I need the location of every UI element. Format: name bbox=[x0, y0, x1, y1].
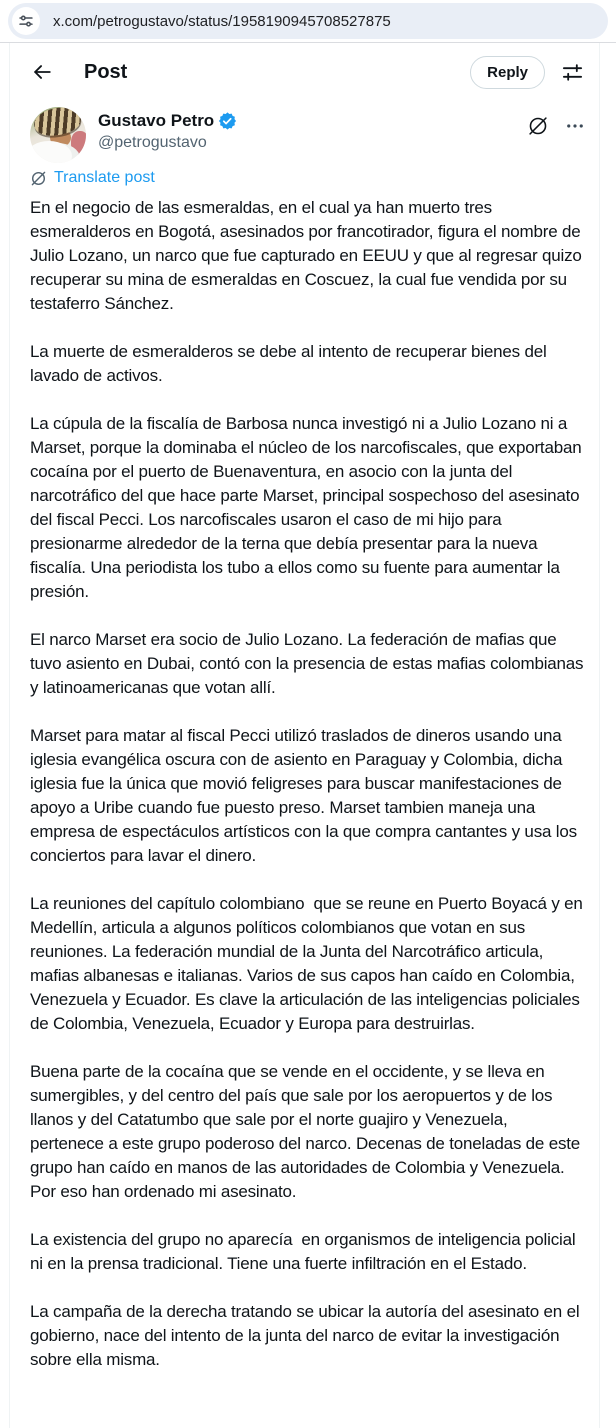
translate-grok-icon bbox=[30, 170, 47, 187]
author-name[interactable]: Gustavo Petro bbox=[98, 111, 215, 130]
back-arrow-icon bbox=[31, 61, 53, 83]
post-paragraph: La existencia del grupo no aparecía en organismos de inteligencia policial ni en la prensa tradicional. Tiene una fuerte infiltración en el Estado. bbox=[30, 1230, 580, 1273]
site-settings-icon bbox=[17, 12, 35, 30]
post-paragraph: Buena parte de la cocaína que se vende en el occidente, y se lleva en sumergibles, y del centro del país que sale por los aeropuertos y de los llanos y del Catatumbo que sale por el norte guajiro y Venezuela, pertenece a este grupo poderoso del narco. Decenas de toneladas de este grupo han caído en manos de las autoridades de Colombia y Venezuela. Por eso han ordenado mi asesinato. bbox=[30, 1062, 585, 1201]
browser-chrome bbox=[0, 0, 616, 43]
post-paragraph: Marset para matar al fiscal Pecci utilizó traslados de dineros usando una iglesia evangélica oscura con de asiento en Paraguay y Colombia, dicha iglesia fue la única que movió feligreses para buscar manifestaciones de apoyo a Uribe cuando fue puesto preso. Marset tambien maneja una empresa de espectáculos artísticos con la que compra cantantes y usa los conciertos para lavar el dinero. bbox=[30, 726, 582, 865]
page-title: Post bbox=[84, 60, 128, 83]
post-paragraph: La cúpula de la fiscalía de Barbosa nunca investigó ni a Julio Lozano ni a Marset, porque la dominaba el núcleo de los narcofiscales, que exportaban cocaína por el puerto de Buenaventura, en asocio con la junta del narcotráfico del que hace parte Marset, principal sospechoso del asesinato del fiscal Pecci. Los narcofiscales usaron el caso de mi hijo para presionarme alrededor de la terna que debía presentar para la nueva fiscalía. Una periodista los tubo a ellos como su fuente para aumentar la presión. bbox=[30, 414, 587, 601]
site-settings-button[interactable] bbox=[12, 7, 40, 35]
post-actions bbox=[527, 107, 585, 137]
author-handle[interactable]: @petrogustavo bbox=[98, 134, 207, 151]
author-name-row[interactable] bbox=[98, 111, 237, 131]
author-block bbox=[98, 107, 237, 152]
sliders-icon bbox=[561, 61, 584, 84]
post-paragraph: La campaña de la derecha tratando se ubicar la autoría del asesinato en el gobierno, nace del intento de la junta del narco de evitar la investigación sobre ella misma. bbox=[30, 1302, 584, 1369]
post-page-column bbox=[9, 43, 600, 1428]
post-paragraph: En el negocio de las esmeraldas, en el cual ya han muerto tres esmeralderos en Bogotá, asesinados por francotirador, figura el nombre de Julio Lozano, un narco que fue capturado en EEUU y que al regresar quizo recuperar su mina de esmeraldas en Coscuez, la cual fue vendida por su testaferro Sánchez. bbox=[30, 198, 587, 313]
post-paragraph: La muerte de esmeralderos se debe al intento de recuperar bienes del lavado de activos. bbox=[30, 342, 552, 385]
post-page-header bbox=[10, 43, 599, 101]
avatar[interactable] bbox=[30, 107, 86, 163]
ellipsis-icon bbox=[565, 116, 585, 136]
post-author-row bbox=[10, 101, 599, 163]
translate-post-label[interactable]: Translate post bbox=[54, 169, 155, 186]
post-text bbox=[10, 187, 599, 1372]
timeline-settings-button[interactable] bbox=[559, 59, 585, 85]
more-button[interactable] bbox=[565, 116, 585, 136]
grok-button[interactable] bbox=[527, 115, 549, 137]
translate-post-link[interactable] bbox=[10, 163, 599, 187]
address-bar[interactable] bbox=[8, 3, 608, 39]
back-button[interactable] bbox=[30, 60, 54, 84]
reply-button[interactable]: Reply bbox=[470, 56, 545, 89]
post-paragraph: El narco Marset era socio de Julio Lozano. La federación de mafias que tuvo asiento en Dubai, contó con la presencia de estas mafias colombianas y latinoamericanas que votan allí. bbox=[30, 630, 588, 697]
verified-badge-icon bbox=[218, 112, 237, 131]
url-text[interactable]: x.com/petrogustavo/status/1958190945708527875 bbox=[53, 12, 391, 30]
grok-icon bbox=[527, 115, 549, 137]
post-paragraph: La reuniones del capítulo colombiano que se reune en Puerto Boyacá y en Medellín, articula a algunos políticos colombianos que votan en sus reuniones. La federación mundial de la Junta del Narcotráfico articula, mafias albanesas e italianas. Varios de sus capos han caído en Colombia, Venezuela y Ecuador. Es clave la articulación de las inteligencias policiales de Colombia, Venezuela, Ecuador y Europa para destruirlas. bbox=[30, 894, 588, 1033]
